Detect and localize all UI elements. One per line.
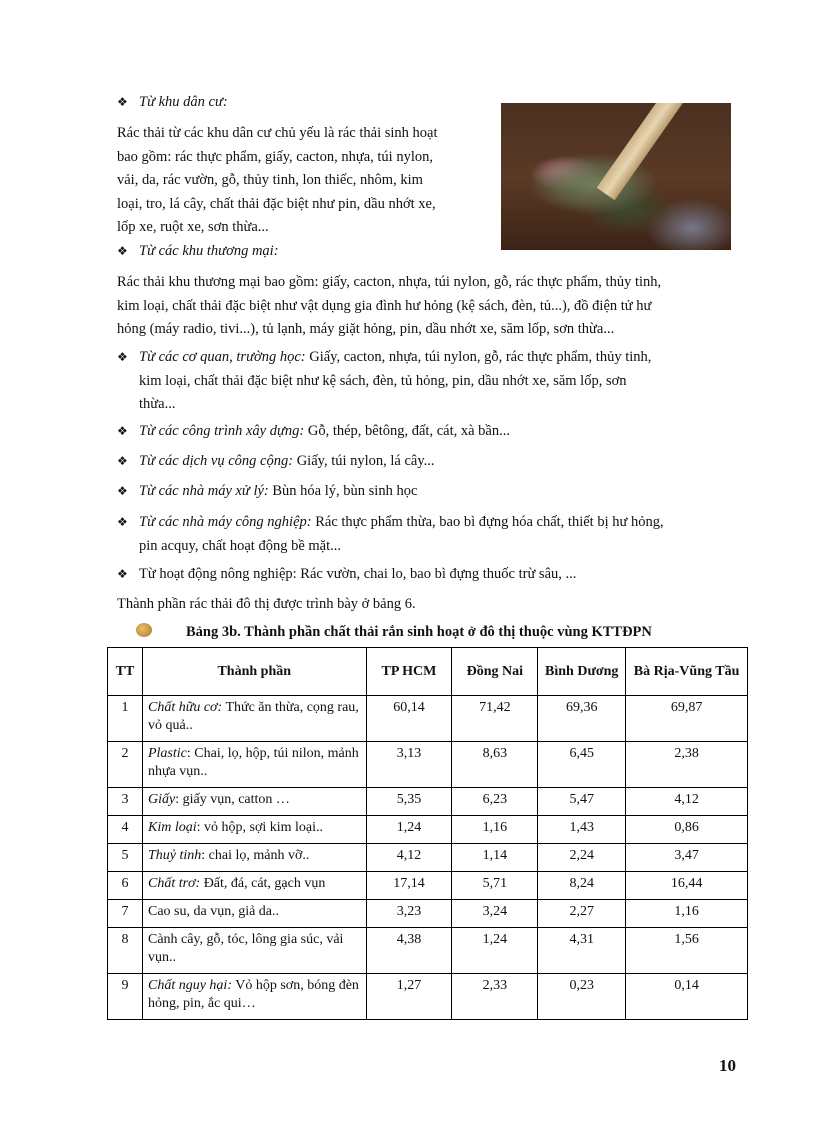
column-header: Bình Dương (538, 648, 626, 696)
text-line: vải, da, rác vườn, gỗ, thủy tinh, lon thiếc, nhôm, kim (117, 172, 423, 188)
component-name-cell (142, 872, 366, 900)
value-binhduong-cell: 69,36 (538, 696, 626, 742)
section-commercial-heading: ❖ Từ các khu thương mại: (117, 243, 279, 259)
value-dongnai-cell: 8,63 (452, 742, 538, 788)
diamond-bullet-icon: ❖ (117, 484, 128, 498)
text-line: Rác thải từ các khu dân cư chủ yếu là rác thải sinh hoạt (117, 125, 438, 141)
component-detail: : chai lọ, mảnh vỡ.. (201, 848, 310, 863)
garbage-photo (501, 103, 731, 250)
table-row (108, 788, 748, 816)
section-residential-body (117, 122, 489, 240)
value-hcm-cell: 5,35 (366, 788, 452, 816)
value-binhduong-cell: 6,45 (538, 742, 626, 788)
value-hcm-cell: 4,12 (366, 844, 452, 872)
section-construction: ❖ Từ các công trình xây dựng: Gỗ, thép, bêtông, đất, cát, xà bần... (117, 423, 510, 439)
component-name-cell (142, 928, 366, 974)
value-binhduong-cell: 4,31 (538, 928, 626, 974)
component-name-cell (142, 844, 366, 872)
value-hcm-cell: 1,27 (366, 974, 452, 1020)
row-number-cell: 4 (108, 816, 143, 844)
table-row (108, 974, 748, 1020)
value-hcm-cell: 1,24 (366, 816, 452, 844)
component-category: Giấy (147, 792, 176, 807)
section-commercial-body (117, 271, 739, 342)
component-detail: Cành cây, gỗ, tóc, lông gia súc, vải vụn.. (147, 932, 344, 965)
component-name-cell (142, 900, 366, 928)
value-brvt-cell: 2,38 (626, 742, 748, 788)
row-number-cell: 3 (108, 788, 143, 816)
diamond-bullet-icon: ❖ (117, 350, 128, 364)
value-hcm-cell: 3,23 (366, 900, 452, 928)
component-category: Chất trơ: (147, 876, 201, 891)
component-category: Plastic (147, 746, 187, 761)
component-detail: Thức ăn thừa, cọng rau, vỏ quả.. (147, 700, 359, 733)
diamond-bullet-icon: ❖ (117, 567, 128, 581)
component-category: Chất hữu cơ: (147, 700, 223, 715)
value-binhduong-cell: 1,43 (538, 816, 626, 844)
value-binhduong-cell: 2,27 (538, 900, 626, 928)
table-caption: Bảng 3b. Thành phần chất thải rắn sinh hoạt ở đô thị thuộc vùng KTTĐPN (186, 624, 652, 640)
value-binhduong-cell: 5,47 (538, 788, 626, 816)
value-brvt-cell: 1,16 (626, 900, 748, 928)
row-number-cell: 1 (108, 696, 143, 742)
table-header-row (108, 648, 748, 696)
row-number-cell: 8 (108, 928, 143, 974)
row-number-cell: 5 (108, 844, 143, 872)
section-offices: ❖ Từ các cơ quan, trường học: Giấy, cacton, nhựa, túi nylon, gỗ, rác thực phẩm, thủy tinh, kim loại, chất thải đặc biệt như kệ sách, đèn, tủ hỏng, pin, dầu nhớt xe, săm lốp, sơn thừa... (117, 346, 739, 417)
section-public: ❖ Từ các dịch vụ công cộng: Giấy, túi nylon, lá cây... (117, 453, 435, 469)
page-number: 10 (719, 1056, 736, 1075)
column-header: Bà Rịa-Vũng Tầu (626, 648, 748, 696)
text-line: lốp xe, ruột xe, sơn thừa... (117, 219, 269, 235)
text-line: loại, tro, lá cây, chất thải đặc biệt như pin, dầu nhớt xe, (117, 195, 436, 212)
diamond-bullet-icon: ❖ (117, 95, 128, 109)
row-number-cell: 7 (108, 900, 143, 928)
value-dongnai-cell: 2,33 (452, 974, 538, 1020)
table-row (108, 900, 748, 928)
value-brvt-cell: 3,47 (626, 844, 748, 872)
component-name-cell (142, 816, 366, 844)
value-dongnai-cell: 1,14 (452, 844, 538, 872)
value-dongnai-cell: 1,24 (452, 928, 538, 974)
value-hcm-cell: 17,14 (366, 872, 452, 900)
summary-text: Thành phần rác thải đô thị được trình bày ở bảng 6. (117, 596, 416, 612)
table-row (108, 696, 748, 742)
value-brvt-cell: 16,44 (626, 872, 748, 900)
column-header: Thành phần (142, 648, 366, 696)
value-dongnai-cell: 1,16 (452, 816, 538, 844)
value-binhduong-cell: 2,24 (538, 844, 626, 872)
component-detail: : Chai, lọ, hộp, túi nilon, mảnh nhựa vụn.. (147, 746, 359, 779)
component-detail: : vỏ hộp, sợi kim loại.. (196, 820, 324, 835)
text-line: kim loại, chất thải đặc biệt như vật dụng gia đình hư hỏng (kệ sách, đèn, tủ...), đồ điện tử hư (117, 297, 652, 314)
section-agriculture: ❖ Từ hoạt động nông nghiệp: Rác vườn, chai lo, bao bì đựng thuốc trừ sâu, ... (117, 566, 577, 582)
component-name-cell (142, 788, 366, 816)
component-category: Thuỷ tinh (147, 848, 202, 863)
value-dongnai-cell: 5,71 (452, 872, 538, 900)
diamond-bullet-icon: ❖ (117, 454, 128, 468)
table-row (108, 928, 748, 974)
photo-stick (597, 103, 695, 200)
value-brvt-cell: 1,56 (626, 928, 748, 974)
component-category: Chất nguy hại: (147, 978, 232, 993)
component-name-cell (142, 696, 366, 742)
component-category: Kim loại (147, 820, 197, 835)
diamond-bullet-icon: ❖ (117, 244, 128, 258)
component-name-cell (142, 742, 366, 788)
table-row (108, 844, 748, 872)
row-number-cell: 2 (108, 742, 143, 788)
value-dongnai-cell: 6,23 (452, 788, 538, 816)
diamond-bullet-icon: ❖ (117, 515, 128, 529)
text-line: hỏng (máy radio, tivi...), tủ lạnh, máy giặt hỏng, pin, dầu nhớt xe, săm lốp, sơn thừa... (117, 321, 615, 337)
section-residential-heading: ❖ Từ khu dân cư: (117, 94, 228, 110)
row-number-cell: 6 (108, 872, 143, 900)
component-name-cell (142, 974, 366, 1020)
value-brvt-cell: 0,86 (626, 816, 748, 844)
component-detail: Vỏ hộp sơn, bóng đèn hỏng, pin, ắc qui… (147, 978, 359, 1011)
composition-table (107, 647, 748, 1020)
bullet-circle-icon (136, 623, 152, 637)
value-hcm-cell: 3,13 (366, 742, 452, 788)
column-header: Đồng Nai (452, 648, 538, 696)
text-line: Rác thải khu thương mại bao gồm: giấy, cacton, nhựa, túi nylon, gỗ, rác thực phẩm, thủy tinh, (117, 274, 662, 290)
component-detail: : giấy vụn, catton … (175, 792, 290, 807)
table-row (108, 816, 748, 844)
value-dongnai-cell: 3,24 (452, 900, 538, 928)
value-binhduong-cell: 8,24 (538, 872, 626, 900)
value-brvt-cell: 0,14 (626, 974, 748, 1020)
text-line: bao gồm: rác thực phẩm, giấy, cacton, nhựa, túi nylon, (117, 148, 433, 165)
value-brvt-cell: 4,12 (626, 788, 748, 816)
component-detail: Cao su, da vụn, giả da.. (147, 904, 280, 919)
value-binhduong-cell: 0,23 (538, 974, 626, 1020)
column-header: TT (108, 648, 143, 696)
value-brvt-cell: 69,87 (626, 696, 748, 742)
value-hcm-cell: 60,14 (366, 696, 452, 742)
column-header: TP HCM (366, 648, 452, 696)
row-number-cell: 9 (108, 974, 143, 1020)
table-row (108, 742, 748, 788)
section-industrial: ❖ Từ các nhà máy công nghiệp: Rác thực phẩm thừa, bao bì đựng hóa chất, thiết bị hư hỏng, pin acquy, chất hoạt động bề mặt... (117, 511, 739, 558)
section-treatment: ❖ Từ các nhà máy xử lý: Bùn hóa lý, bùn sinh học (117, 483, 418, 499)
diamond-bullet-icon: ❖ (117, 424, 128, 438)
component-detail: Đất, đá, cát, gạch vụn (200, 876, 326, 891)
value-dongnai-cell: 71,42 (452, 696, 538, 742)
value-hcm-cell: 4,38 (366, 928, 452, 974)
table-row (108, 872, 748, 900)
